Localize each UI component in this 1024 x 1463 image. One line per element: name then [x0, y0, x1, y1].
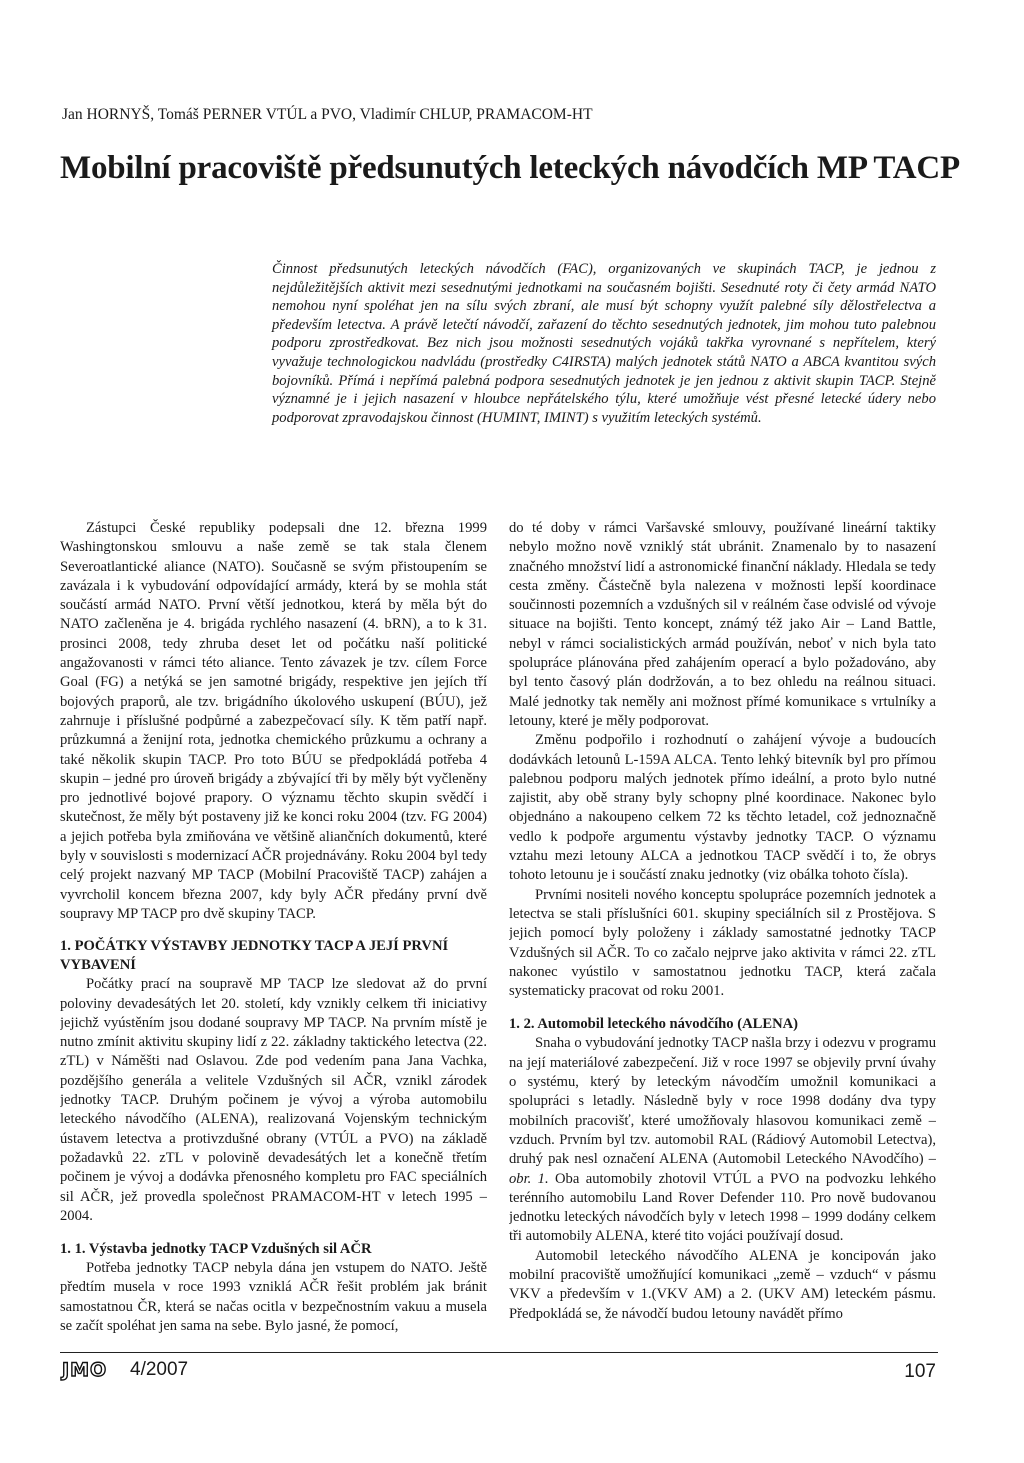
section-1-1-heading: 1. 1. Výstavba jednotky TACP Vzdušných sil AČR	[60, 1241, 372, 1258]
figure-reference: obr. 1.	[509, 1170, 549, 1187]
paragraph-tactics: do té doby v rámci Varšavské smlouvy, používané lineární taktiky nebylo možno nově vzniklý stát ubránit. Znamenalo by to nasazení značného množství lidí a astronomické finanční náklady. Hledala se tedy cesta změny. Částečně byla nalezena v možnosti lepší koordinace součinnosti pozemních a vzdušných sil v reálném čase odvislé od vývoje situace na bojišti. Tento koncept, známý též jako Air – Land Battle, nebyl v rámci socialistických armád používán, neboť v nich byla tato spolupráce plánována před zahájením operací a bylo požadováno, aby byl tento časový plán dodržován, a to bez ohledu na reálnou situaci. Malé jednotky tak neměly ani možnost přímé komunikace s vrtulníky a letouny, které je měly podporovat.	[509, 520, 936, 729]
paragraph-601-group: Prvními nositeli nového konceptu spolupráce pozemních jednotek a letectva se stali příslušníci 601. skupiny speciálních sil z Prostějova. S jejich pomocí byly položeny i základy samostatné jednotky TACP Vzdušných sil AČR. To co začalo nejprve jako aktivita v rámci 22. zTL nakonec vyústilo v samostatnou jednotku TACP, která začala systematicky pracovat od roku 2001.	[509, 886, 936, 1000]
right-column	[509, 519, 936, 1341]
issue-number: 4/2007	[130, 1359, 189, 1380]
left-column	[60, 519, 487, 1341]
footer-divider	[60, 1352, 938, 1353]
authors-line: Jan HORNYŠ, Tomáš PERNER VTÚL a PVO, Vladimír CHLUP, PRAMACOM-HT	[62, 106, 593, 123]
journal-logo: JMO	[62, 1359, 108, 1381]
section-1-2-heading: 1. 2. Automobil leteckého návodčího (ALENA)	[509, 1016, 799, 1033]
section-1-heading: 1. POČÁTKY VÝSTAVBY JEDNOTKY TACP A JEJÍ PRVNÍ VYBAVENÍ	[60, 938, 449, 974]
section-1-paragraph: Počátky prací na soupravě MP TACP lze sledovat až do první poloviny devadesátých let 20. století, kdy vznikly celkem tři iniciativy jejichž vyústěním jsou dodané soupravy MP TACP. Na prvním místě je nutno zmínit aktivitu skupiny lidí z 22. základny taktického letectva (22. zTL) v Náměšti nad Oslavou. Zde pod vedením pana Jana Vachka, pozdějšího generála a velitele Vzdušných sil AČR, vznikl zárodek jednotky TACP. Druhým počinem je vývoj a výroba automobilu leteckého návodčího (ALENA), realizovaná Vojenským technickým ústavem letectva a protivzdušné obrany (VTÚL a PVO) na základě požadavků 22. zTL v polovině devadesátých let a konečně třetím počinem je vývoj a dodávka přenosného kompletu pro FAC speciálních sil AČR, jež provedla společnost PRAMACOM-HT v letech 1995 – 2004.	[60, 976, 487, 1224]
paragraph-alena-concept: Automobil leteckého návodčího ALENA je koncipován jako mobilní pracoviště umožňující komunikaci „země – vzduch“ v pásmu VKV a především v 1.(VKV AM) a 2. (UKV AM) leteckém pásmu. Předpokládá se, že návodčí budou letouny navádět přímo	[509, 1247, 936, 1322]
section-1-1-paragraph: Potřeba jednotky TACP nebyla dána jen vstupem do NATO. Ještě předtím musela v roce 1993 vzniklá AČR řešit problém jak bránit samostatnou ČR, která se načas ocitla v bezpečnostním vakuu a musela se začít spoléhat jen sama na sebe. Bylo jasné, že pomocí,	[60, 1260, 487, 1334]
page-number: 107	[904, 1361, 936, 1382]
section-1-2-paragraph	[509, 1034, 936, 1246]
abstract: Činnost předsunutých leteckých návodčích (FAC), organizovaných ve skupinách TACP, je jednou z nejdůležitějších aktivit mezi sesednutými jednotkami na současném bojišti. Sesednuté roty či čety armád NATO nemohou nyní spoléhat jen na sílu svých zbraní, ale musí být schopny využít palebné síly dělostřelectva a především letectva. A právě letečtí návodčí, zařazení do těchto sesednutých jednotek, jim mohou tuto palebnou podporu zprostředkovat. Bez nich jsou možnosti sesednutých vojáků takřka vyrovnané s nepřítelem, který vyvažuje technologickou nadvládu (prostředky C4IRSTA) malých jednotek států NATO a ABCA kvantitou svých bojovníků. Přímá i nepřímá palebná podpora sesednutých jednotek je jen jednou z aktivit skupin TACP. Stejně významné je i jejich nasazení v hloubce nepřátelského týlu, které umožňuje vést přesné letecké údery nebo podporovat zpravodajskou činnost (HUMINT, IMINT) s využitím leteckých systémů.	[272, 261, 936, 426]
article-title: Mobilní pracoviště předsunutých leteckých návodčích MP TACP	[60, 150, 960, 186]
section-1-2-text-end: Oba automobily zhotovil VTÚL a PVO na podvozku lehkého terénního automobilu Land Rover Defender 110. Pro nově budovanou jednotku leteckých návodčích byly v letech 1998 – 1999 dodány celkem tři automobily ALENA, které tito vojáci používají dosud.	[509, 1170, 936, 1245]
intro-paragraph: Zástupci České republiky podepsali dne 12. března 1999 Washingtonskou smlouvu a naše země se tak stala členem Severoatlantické aliance (NATO). Současně se svým přistoupením se zavázala i k vybudování odpovídající armády, která by se mohla stát součástí armád NATO. První větší jednotkou, která by měla být do NATO začleněna je 4. brigáda rychlého nasazení (4. bRN), a to k 31. prosinci 2008, tedy zhruba deset let od počátku naší politické angažovanosti v rámci této aliance. Tento závazek je tzv. cílem Force Goal (FG) a netýká se jen samotné brigády, respektive jen jejích tří bojových praporů, ale tzv. brigádního úkolového uskupení (BÚU), jež zahrnuje i příslušné podpůrné a zabezpečovací síly. K těm patří např. průzkumná a ženijní rota, jednotka chemického průzkumu a ochrany a také několik skupin TACP. Pro toto BÚU se předpokládá potřeba 4 skupin – jedné pro úroveň brigády a zbývající tři by měly být vyčleněny pro jednotlivé bojové prapory. O významu těchto skupin svědčí i skutečnost, že měly být postaveny již ke konci roku 2004 (tzv. FG 2004) a jejich potřeba byla zmiňována ve většině aliančních dokumentů, které byly v souvislosti s modernizací AČR projednávány. Roku 2004 byl tedy celý projekt nazvaný MP TACP (Mobilní Pracoviště TACP) zahájen a vyvrcholil koncem března 2007, kdy byly AČR předány první dvě soupravy MP TACP pro dvě skupiny TACP.	[60, 520, 487, 922]
section-1-2-text-start: Snaha o vybudování jednotky TACP našla brzy i odezvu v programu na její materiálové zabezpečení. Již v roce 1997 se objevily první úvahy o systému, který by leteckým návodčím umožnil komunikaci a spolupráci s letadly. Následně byly v roce 1998 dodány dva typy mobilních pracovišť, které umožňovaly hlasovou komunikaci země – vzduch. Prvním byl tzv. automobil RAL (Rádiový Automobil Letectva), druhý pak nesl označení ALENA (Automobil Leteckého NAvodčího) –	[509, 1035, 936, 1168]
paragraph-alca: Změnu podpořilo i rozhodnutí o zahájení vývoje a budoucích dodávkách letounů L-159A ALCA. Tento lehký bitevník byl pro přímou palebnou podporu malých jednotek přímo ideální, a proto bylo nutné zajistit, aby obě strany byly schopny plné koordinace. Nakonec bylo objednáno a nakoupeno celkem 72 ks těchto letadel, což jednoznačně vedlo k podpoře argumentu výstavby jednotky TACP. O významu vztahu mezi letouny ALCA a jednotkou TACP svědčí i to, že obrys tohoto letounu je i součástí znaku jednotky (viz obálka tohoto čísla).	[509, 732, 936, 884]
